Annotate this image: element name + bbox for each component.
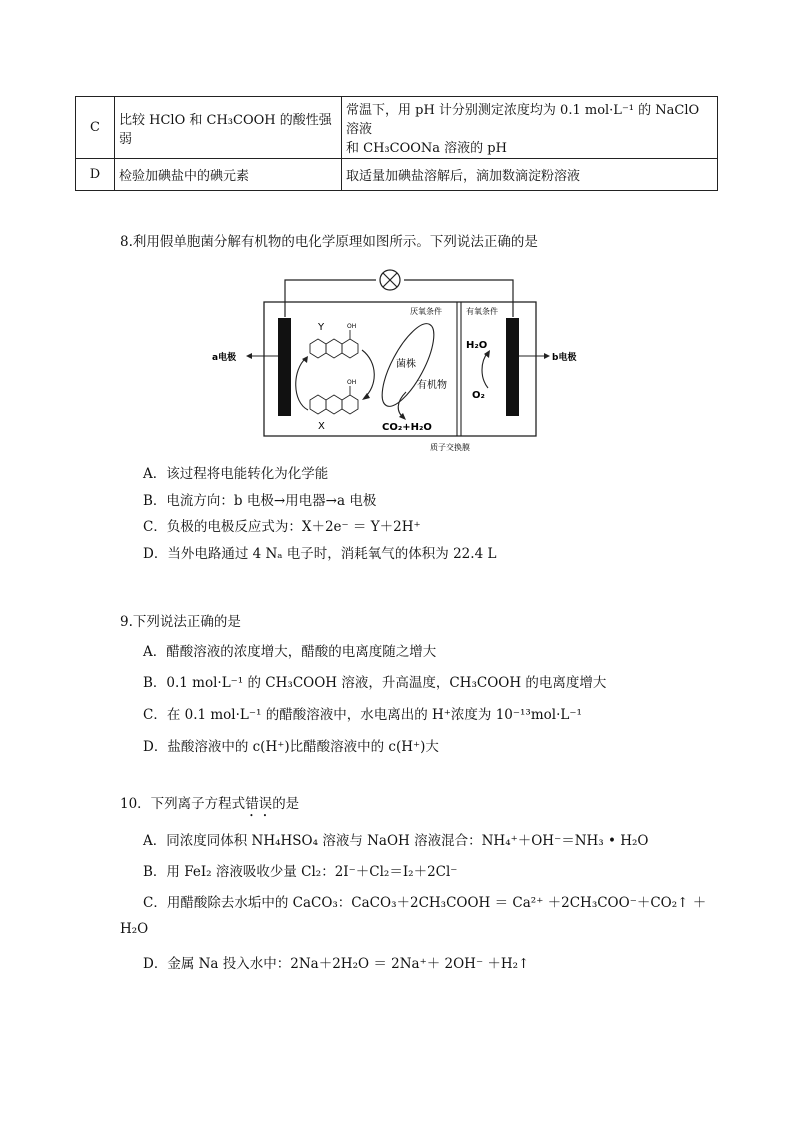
q8-option-c: C．负极的电极反应式为：X＋2e⁻ ＝ Y＋2H⁺ [143,519,421,535]
row-method [342,97,718,159]
electrode-a-label: a电极 [212,353,237,363]
arrow-x-to-y [296,358,308,410]
arrow-y-to-x [362,350,374,398]
q8-option-b: B．电流方向：b 电极→用电器→a 电极 [143,493,377,509]
q10-stem-emphasis: 错误 [245,796,273,812]
oh-label: OH [347,379,357,386]
molecule-x-label: X [318,421,325,432]
electrochemistry-diagram [210,262,590,454]
q8-option-a: A．该过程将电能转化为化学能 [143,466,329,482]
experiment-table [75,96,718,191]
table-row [76,97,718,159]
h2o-label: H₂O [466,340,488,351]
method-line: 常温下，用 pH 计分别测定浓度均为 0.1 mol·L⁻¹ 的 NaClO 溶液 [346,103,700,137]
organic-label: 有机物 [417,380,447,391]
electrode-b-label: b电极 [552,353,577,363]
question-9-stem: 9.下列说法正确的是 [120,614,241,630]
q9-option-c: C．在 0.1 mol·L⁻¹ 的醋酸溶液中，水电离出的 H⁺浓度为 10⁻¹³mol·L⁻¹ [143,707,582,723]
o2-label: O₂ [472,390,485,401]
molecule-x [310,386,358,414]
molecule-y [310,330,358,358]
row-label: C [76,97,115,159]
q9-option-a: A．醋酸溶液的浓度增大，醋酸的电离度随之增大 [143,644,437,660]
table-row [76,159,718,191]
q8-option-d: D．当外电路通过 4 Nₐ 电子时，消耗氧气的体积为 22.4 L [143,546,497,562]
row-label: D [76,159,115,191]
q10-option-d: D．金属 Na 投入水中：2Na＋2H₂O ＝ 2Na⁺＋ 2OH⁻ ＋H₂↑ [143,956,530,972]
question-10-stem [120,792,299,820]
row-purpose: 检验加碘盐中的碘元素 [115,159,342,191]
q10-option-a: A．同浓度同体积 NH₄HSO₄ 溶液与 NaOH 溶液混合：NH₄⁺＋OH⁻＝NH₃ • H₂O [143,833,649,849]
q10-stem-suffix: 的是 [272,796,300,812]
co2-label: CO₂+H₂O [382,422,432,433]
arrow-o2-to-h2o [482,352,488,388]
q10-option-b: B．用 FeI₂ 溶液吸收少量 Cl₂：2I⁻＋Cl₂＝I₂＋2Cl⁻ [143,864,458,880]
electrode-a [278,318,291,416]
oh-label: OH [347,323,357,330]
anaerobic-label: 厌氧条件 [410,307,442,316]
method-line: 和 CH₃COONa 溶液的 pH [346,141,507,156]
question-8-stem: 8.利用假单胞菌分解有机物的电化学原理如图所示。下列说法正确的是 [120,234,538,250]
q9-option-b: B．0.1 mol·L⁻¹ 的 CH₃COOH 溶液，升高温度，CH₃COOH 的电离度增大 [143,675,607,691]
q10-option-c: C．用醋酸除去水垢中的 CaCO₃：CaCO₃＋2CH₃COOH ＝ Ca²⁺ ＋2CH₃COO⁻＋CO₂↑ ＋ [143,895,707,911]
molecule-y-label: Y [318,322,325,333]
row-purpose: 比较 HClO 和 CH₃COOH 的酸性强弱 [115,97,342,159]
q10-option-c-cont: H₂O [120,921,149,937]
electrode-b [506,318,519,416]
membrane-label: 质子交换膜 [430,443,470,452]
wire-left [285,280,376,317]
lamp-icon [380,270,400,290]
row-method: 取适量加碘盐溶解后，滴加数滴淀粉溶液 [342,159,718,191]
aerobic-label: 有氧条件 [466,307,498,316]
q9-option-d: D．盐酸溶液中的 c(H⁺)比醋酸溶液中的 c(H⁺)大 [143,739,439,755]
q10-stem-prefix: 10．下列离子方程式 [120,796,246,812]
bacteria-label: 菌株 [396,359,416,370]
